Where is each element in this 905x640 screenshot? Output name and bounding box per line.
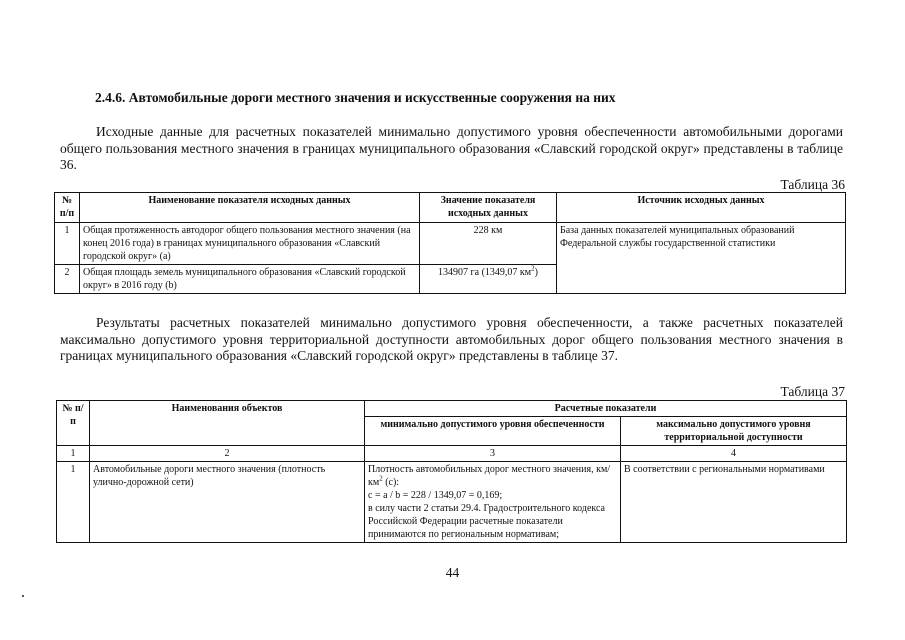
header-max-level: максимально допустимого уровня территориальной доступности bbox=[621, 417, 847, 446]
row-indicator-name: Общая площадь земель муниципального образования «Славский городской округ» в 2016 году (b) bbox=[80, 265, 420, 294]
min-line1-suffix: (c): bbox=[382, 477, 400, 488]
table-37-index-row bbox=[57, 446, 847, 462]
table-37-caption: Таблица 37 bbox=[780, 384, 845, 399]
row-max-level: В соответствии с региональными нормативами bbox=[621, 462, 847, 543]
row-indicator-value bbox=[420, 265, 557, 294]
scan-speck bbox=[22, 595, 24, 597]
table-37-header-row bbox=[57, 401, 847, 417]
header-calculated-indicators: Расчетные показатели bbox=[365, 401, 847, 417]
index-cell: 1 bbox=[57, 446, 90, 462]
row-indicator-name: Общая протяженность автодорог общего пользования местного значения (на конец 2016 года) в границах муниципального образования «Славский городской округ» (a) bbox=[80, 223, 420, 265]
value-suffix: ) bbox=[534, 267, 538, 278]
row-source: База данных показателей муниципальных образований Федеральной службы государственной статистики bbox=[557, 223, 846, 294]
table-36-header-row bbox=[55, 193, 846, 223]
header-object-name: Наименования объектов bbox=[90, 401, 365, 446]
results-paragraph: Результаты расчетных показателей минимально допустимого уровня обеспеченности, а также расчетных показателей максимально допустимого уровня территориальной доступности автомобильных дорог общего пользования местного значения в границах муниципального образования «Славский городской округ» представлены в таблице 37. bbox=[60, 315, 843, 363]
row-indicator-value: 228 км bbox=[420, 223, 557, 265]
min-formula: c = a / b = 228 / 1349,07 = 0,169; bbox=[368, 490, 503, 501]
table-36 bbox=[54, 192, 846, 294]
row-object-name: Автомобильные дороги местного значения (плотность улично-дорожной сети) bbox=[90, 462, 365, 543]
min-rest: в силу части 2 статьи 29.4. Градостроительного кодекса Российской Федерации расчетные показатели принимаются по региональным нормативам; bbox=[368, 503, 605, 540]
header-indicator-name: Наименование показателя исходных данных bbox=[80, 193, 420, 223]
table-36-caption: Таблица 36 bbox=[780, 177, 845, 192]
section-heading: 2.4.6. Автомобильные дороги местного значения и искусственные сооружения на них bbox=[95, 90, 616, 105]
table-row bbox=[57, 462, 847, 543]
header-num: № п/п bbox=[55, 193, 80, 223]
index-cell: 2 bbox=[90, 446, 365, 462]
row-min-level bbox=[365, 462, 621, 543]
row-num: 1 bbox=[55, 223, 80, 265]
header-num: № п/п bbox=[57, 401, 90, 446]
row-num: 2 bbox=[55, 265, 80, 294]
header-source: Источник исходных данных bbox=[557, 193, 846, 223]
header-indicator-value: Значение показателя исходных данных bbox=[420, 193, 557, 223]
header-min-level: минимально допустимого уровня обеспеченности bbox=[365, 417, 621, 446]
value-text: 134907 га (1349,07 км bbox=[438, 267, 532, 278]
row-num: 1 bbox=[57, 462, 90, 543]
intro-paragraph: Исходные данные для расчетных показателей минимально допустимого уровня обеспеченности автомобильными дорогами общего пользования местного значения в границах муниципального образования «Славский городской округ» представлены в таблице 36. bbox=[60, 124, 843, 172]
min-line1-superscript: 2 bbox=[379, 474, 383, 483]
table-37 bbox=[56, 400, 847, 543]
index-cell: 3 bbox=[365, 446, 621, 462]
page-number: 44 bbox=[445, 565, 460, 580]
min-line1: Плотность автомобильных дорог местного значения, км/км bbox=[368, 464, 611, 488]
table-row bbox=[55, 223, 846, 265]
value-superscript: 2 bbox=[531, 264, 535, 273]
index-cell: 4 bbox=[621, 446, 847, 462]
